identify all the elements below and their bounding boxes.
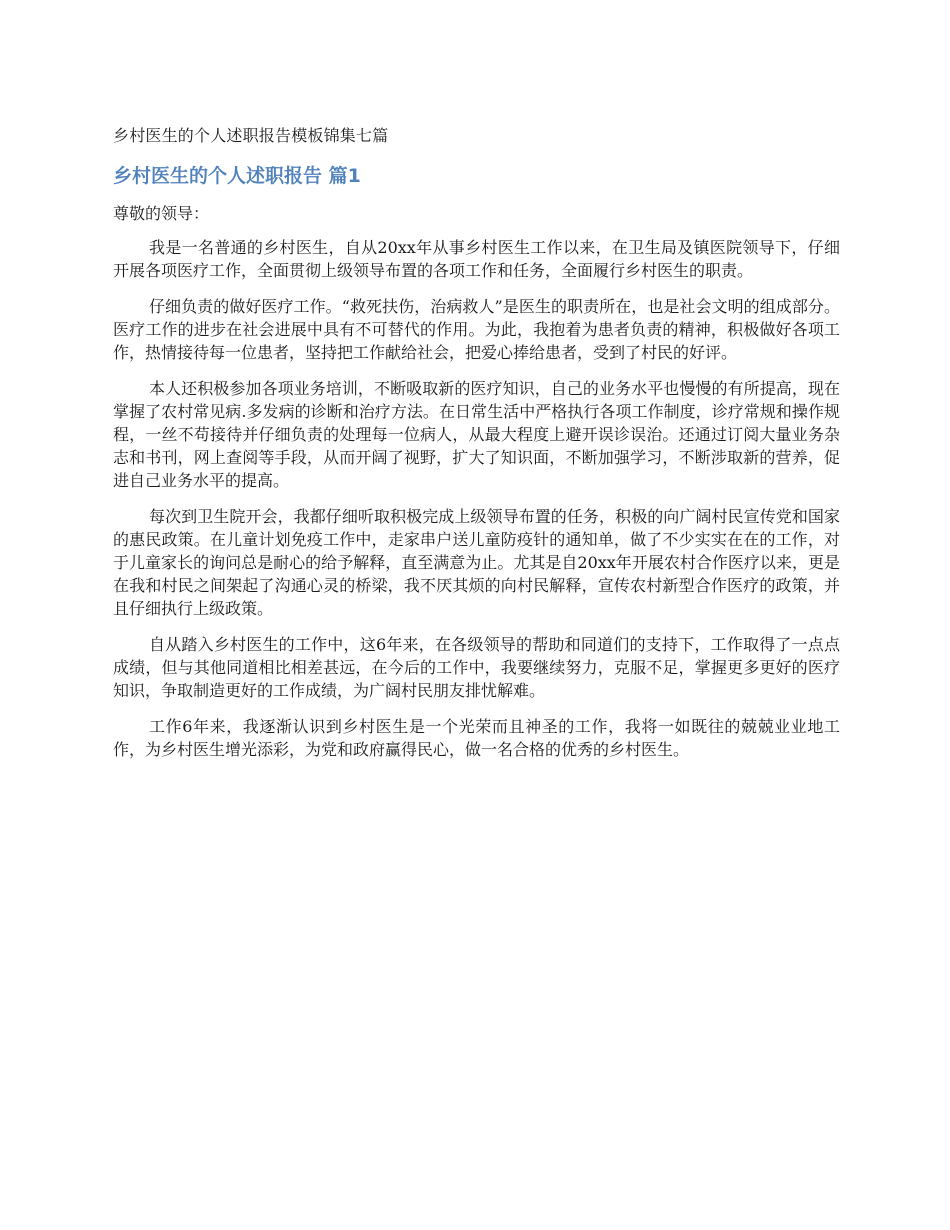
paragraph-4: 每次到卫生院开会，我都仔细听取积极完成上级领导布置的任务，积极的向广阔村民宣传党和国家的惠民政策。在儿童计划免疫工作中，走家串户送儿童防疫针的通知单，做了不少实实在在的工作，对于儿童家长的询问总是耐心的给予解释，直至满意为止。尤其是自20xx年开展农村合作医疗以来，更是在我和村民之间架起了沟通心灵的桥梁，我不厌其烦的向村民解释，宣传农村新型合作医疗的政策，并且仔细执行上级政策。 <box>113 507 840 618</box>
salutation: 尊敬的领导： <box>113 204 210 223</box>
paragraph-3: 本人还积极参加各项业务培训，不断吸取新的医疗知识，自己的业务水平也慢慢的有所提高，现在掌握了农村常见病.多发病的诊断和治疗方法。在日常生活中严格执行各项工作制度，诊疗常规和操作规程，一丝不苟接待并仔细负责的处理每一位病人，从最大程度上避开误诊误治。还通过订阅大量业务杂志和书刊，网上查阅等手段，从而开阔了视野，扩大了知识面，不断加强学习，不断涉取新的营养，促进自己业务水平的提高。 <box>113 379 840 490</box>
paragraph-2: 仔细负责的做好医疗工作。“救死扶伤，治病救人”是医生的职责所在，也是社会文明的组成部分。医疗工作的进步在社会进展中具有不可替代的作用。为此，我抱着为患者负责的精神，积极做好各项工作，热情接待每一位患者，坚持把工作献给社会，把爱心捧给患者，受到了村民的好评。 <box>113 297 840 362</box>
document-body <box>113 124 840 774</box>
document-title: 乡村医生的个人述职报告模板锦集七篇 <box>113 126 389 145</box>
section-heading: 乡村医生的个人述职报告 篇1 <box>113 165 361 187</box>
paragraph-6: 工作6年来，我逐渐认识到乡村医生是一个光荣而且神圣的工作，我将一如既往的兢兢业业地工作，为乡村医生增光添彩，为党和政府赢得民心，做一名合格的优秀的乡村医生。 <box>113 717 840 759</box>
paragraph-1: 我是一名普通的乡村医生，自从20xx年从事乡村医生工作以来，在卫生局及镇医院领导下，仔细开展各项医疗工作，全面贯彻上级领导布置的各项工作和任务，全面履行乡村医生的职责。 <box>113 238 840 280</box>
paragraph-5: 自从踏入乡村医生的工作中，这6年来，在各级领导的帮助和同道们的支持下，工作取得了一点点成绩，但与其他同道相比相差甚远，在今后的工作中，我要继续努力，克服不足，掌握更多更好的医疗知识，争取制造更好的工作成绩，为广阔村民朋友排忧解难。 <box>113 635 840 700</box>
